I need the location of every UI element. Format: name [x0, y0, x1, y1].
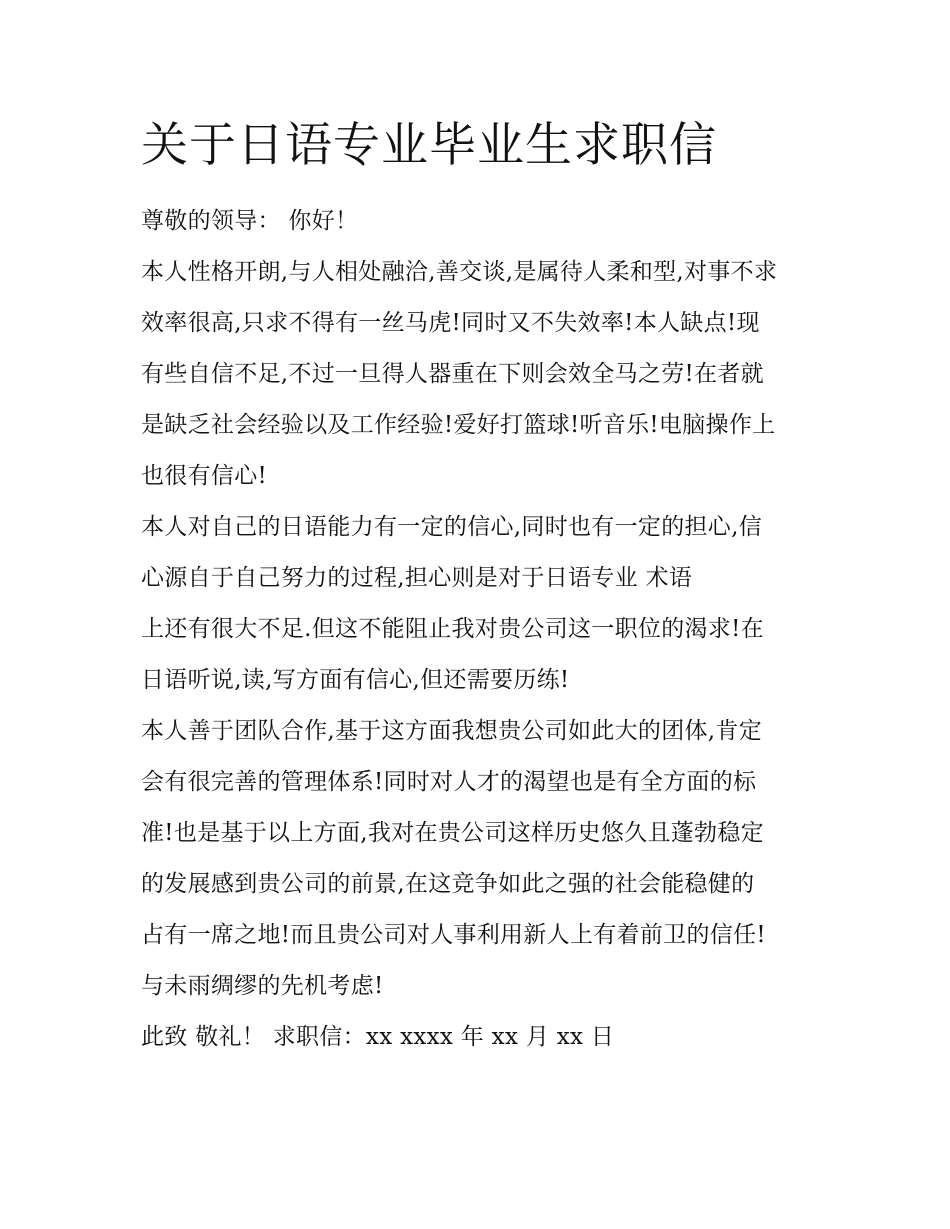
body-line: 是缺乏社会经验以及工作经验!爱好打篮球!听音乐!电脑操作上 [141, 412, 776, 438]
body-line: 效率很高,只求不得有一丝马虎!同时又不失效率!本人缺点!现 [141, 310, 760, 336]
document-body [141, 196, 821, 1063]
body-line: 有些自信不足,不过一旦得人器重在下则会效全马之劳!在者就 [141, 361, 764, 387]
body-line: 的发展感到贵公司的前景,在这竞争如此之强的社会能稳健的 [141, 871, 755, 897]
body-line: 本人对自己的日语能力有一定的信心,同时也有一定的担心,信 [141, 514, 763, 540]
body-line: 会有很完善的管理体系!同时对人才的渴望也是有全方面的标 [141, 769, 757, 795]
body-line: 准!也是基于以上方面,我对在贵公司这样历史悠久且蓬勃稳定 [141, 820, 764, 846]
body-line: 也很有信心! [141, 463, 268, 489]
body-line: 上还有很大不足.但这不能阻止我对贵公司这一职位的渴求!在 [141, 616, 764, 642]
body-line: 本人性格开朗,与人相处融洽,善交谈,是属待人柔和型,对事不求 [141, 259, 778, 285]
salutation-line: 尊敬的领导： 你好！ [141, 208, 359, 234]
closing-line: 此致 敬礼！ 求职信：xx xxxx 年 xx 月 xx 日 [141, 1024, 615, 1050]
body-line: 占有一席之地!而且贵公司对人事利用新人上有着前卫的信任! [141, 922, 766, 948]
body-line: 本人善于团队合作,基于这方面我想贵公司如此大的团体,肯定 [141, 718, 763, 744]
body-line: 心源自于自己努力的过程,担心则是对于日语专业 术语 [141, 565, 693, 591]
body-line: 日语听说,读,写方面有信心,但还需要历练! [141, 667, 570, 693]
body-line: 与未雨绸缪的先机考虑! [141, 973, 384, 999]
document-title: 关于日语专业毕业生求职信 [141, 118, 717, 173]
